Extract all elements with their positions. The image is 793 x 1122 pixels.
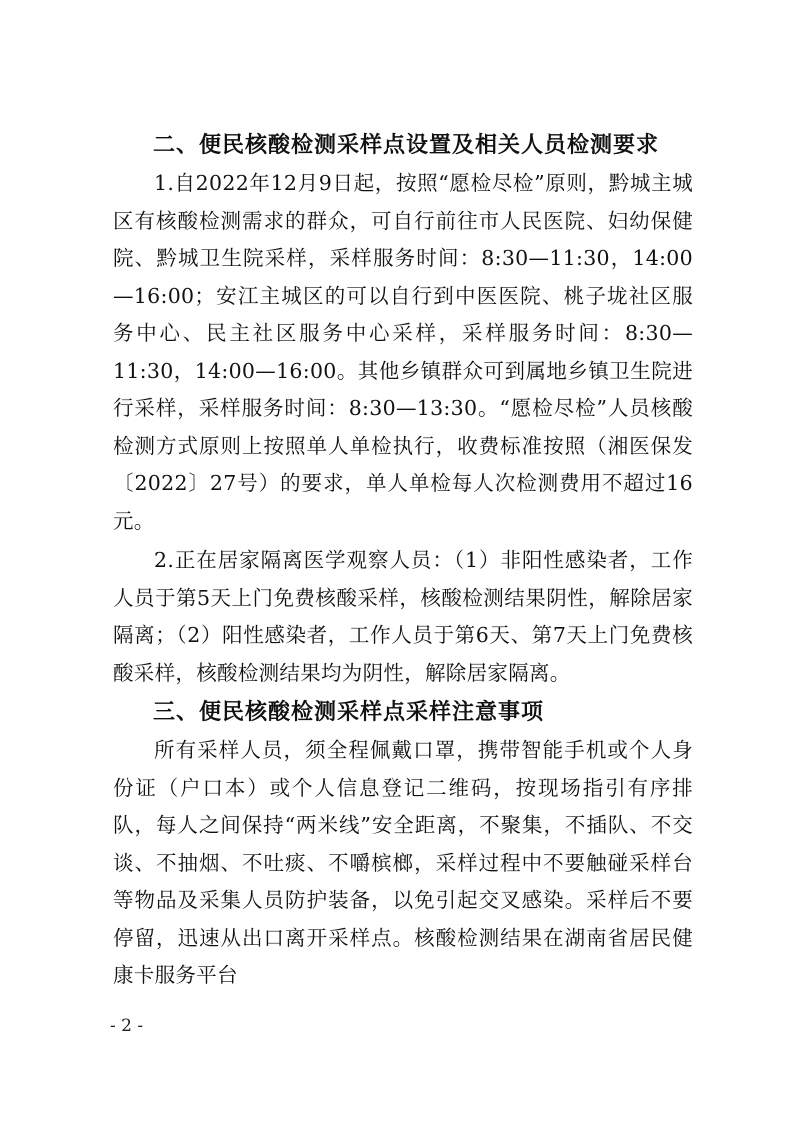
page-number: - 2 - [110, 1016, 144, 1036]
section-2-paragraph-2: 2.正在居家隔离医学观察人员：（1）非阳性感染者，工作人员于第5天上门免费核酸采样，核酸检测结果阴性，解除居家隔离；（2）阳性感染者，工作人员于第6天、第7天上门免费核酸采样，核酸检测结果均为阴性，解除居家隔离。 [113, 548, 693, 685]
section-3-paragraph-1: 所有采样人员，须全程佩戴口罩，携带智能手机或个人身份证（户口本）或个人信息登记二维码，按现场指引有序排队，每人之间保持“两米线”安全距离，不聚集，不插队、不交谈、不抽烟、不吐痰、不嚼槟榔，采样过程中不要触碰采样台等物品及采集人员防护装备，以免引起交叉感染。采样后不要停留，迅速从出口离开采样点。核酸检测结果在湖南省居民健康卡服务平台 [113, 738, 693, 987]
section-2-heading: 二、便民核酸检测采样点设置及相关人员检测要求 [153, 133, 660, 158]
section-3-heading: 三、便民核酸检测采样点采样注意事项 [153, 700, 545, 725]
document-body [113, 127, 693, 995]
section-2-paragraph-1: 1.自2022年12月9日起，按照“愿检尽检”原则，黔城主城区有核酸检测需求的群众，可自行前往市人民医院、妇幼保健院、黔城卫生院采样，采样服务时间：8:30—11:30，14:00—16:00；安江主城区的可以自行到中医医院、桃子垅社区服务中心、民主社区服务中心采样，采样服务时间：8:30—11:30，14:00—16:00。其他乡镇群众可到属地乡镇卫生院进行采样，采样服务时间：8:30—13:30。“愿检尽检”人员核酸检测方式原则上按照单人单检执行，收费标准按照（湘医保发〔2022〕27号）的要求，单人单检每人次检测费用不超过16元。 [113, 171, 693, 533]
